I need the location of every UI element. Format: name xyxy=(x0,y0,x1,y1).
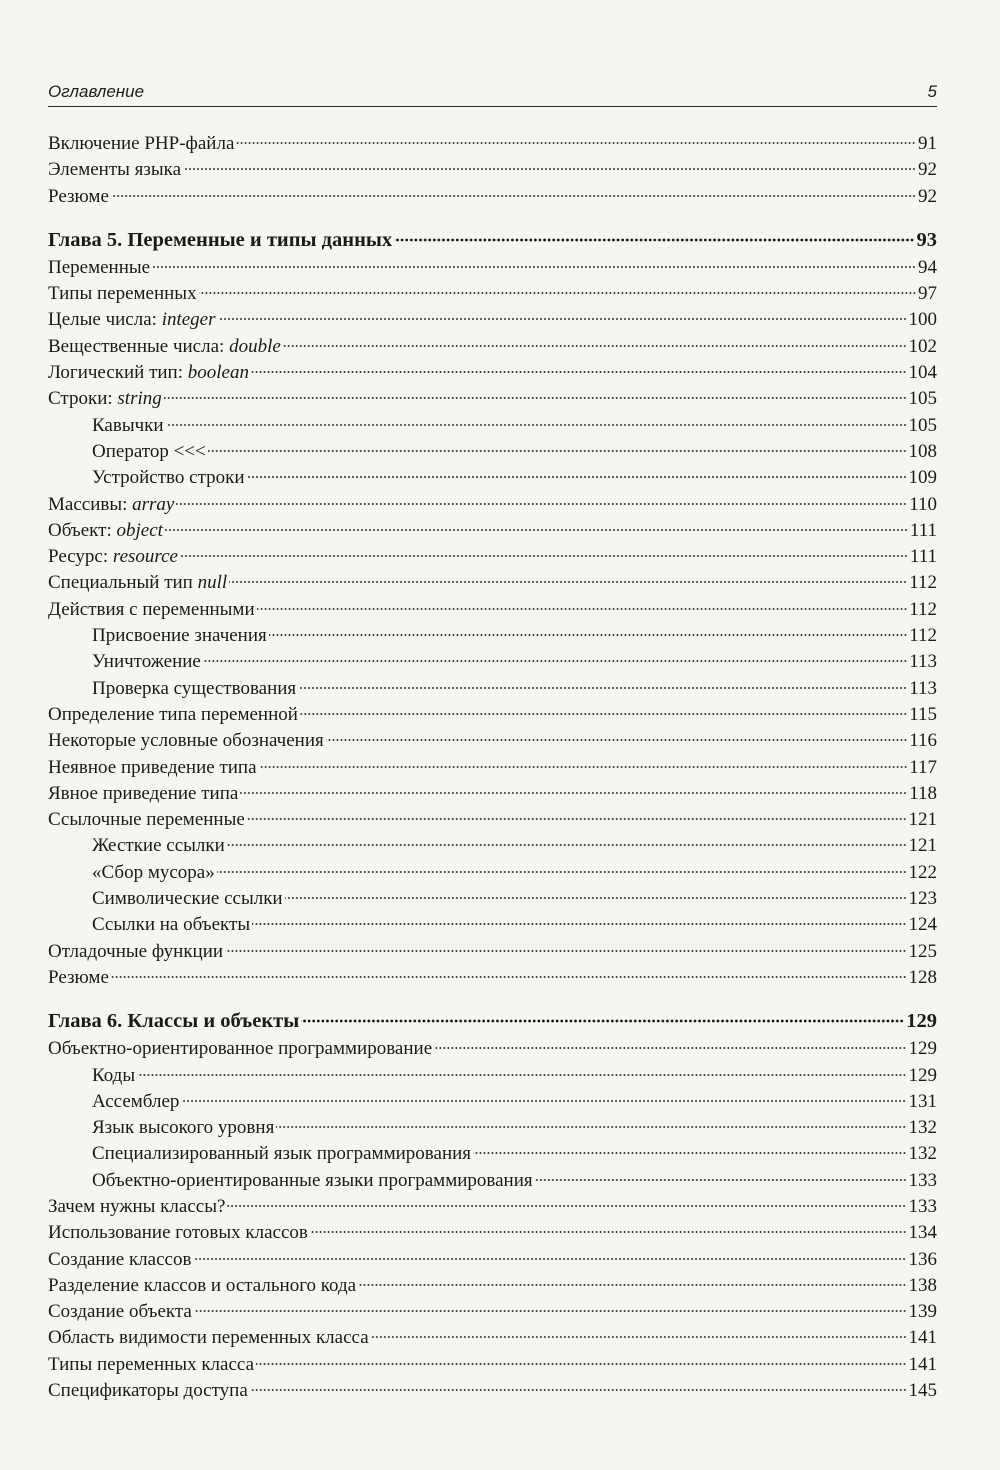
toc-entry-label xyxy=(48,967,109,989)
toc-entry-label xyxy=(48,1196,225,1218)
toc-entry-label xyxy=(48,757,257,779)
toc-entry xyxy=(48,1380,937,1406)
toc-subentry xyxy=(48,1117,937,1143)
dot-leader xyxy=(183,167,916,171)
toc-entry-text: Отладочные функции xyxy=(48,940,224,962)
toc-entry-text: Спецификаторы доступа xyxy=(48,1380,248,1402)
dot-leader xyxy=(164,396,907,400)
toc-subentry xyxy=(48,1143,937,1169)
dot-leader xyxy=(394,238,914,242)
toc-entry xyxy=(48,186,937,212)
toc-subentry xyxy=(48,678,937,704)
toc-page-number: 116 xyxy=(909,730,937,752)
toc-subentry xyxy=(48,888,937,914)
table-of-contents xyxy=(48,133,937,1406)
toc-page-number: 92 xyxy=(918,185,937,207)
toc-subentry xyxy=(48,1170,937,1196)
toc-page-number: 111 xyxy=(909,519,937,541)
toc-page-number: 102 xyxy=(908,335,937,357)
toc-entry-text: Объектно-ориентированное программирование xyxy=(48,1038,433,1060)
toc-entry-label xyxy=(48,283,197,305)
toc-entry xyxy=(48,1196,937,1222)
dot-leader xyxy=(252,922,906,926)
toc-page-number: 112 xyxy=(909,598,937,620)
toc-entry-label xyxy=(48,362,249,384)
toc-entry-label xyxy=(48,704,298,726)
toc-entry-label xyxy=(92,1170,533,1192)
toc-entry-label xyxy=(48,229,392,252)
toc-entry-label xyxy=(48,1010,299,1033)
toc-entry-label xyxy=(48,730,324,752)
toc-entry-label xyxy=(92,1117,274,1139)
toc-page-number: 113 xyxy=(909,677,937,699)
toc-entry-text: Создание классов xyxy=(48,1248,192,1270)
dot-leader xyxy=(199,291,916,295)
toc-entry-text: Вещественные числа: xyxy=(48,335,230,357)
toc-entry-label xyxy=(48,941,223,963)
dot-leader xyxy=(229,580,907,584)
dot-leader xyxy=(247,475,907,479)
running-header xyxy=(48,82,937,107)
toc-entry xyxy=(48,941,937,967)
dot-leader xyxy=(227,1204,906,1208)
toc-page-number: 121 xyxy=(908,809,937,831)
toc-page-number: 117 xyxy=(909,756,937,778)
toc-entry-text: Массивы: xyxy=(48,493,133,515)
toc-entry-text: Резюме xyxy=(48,185,109,207)
toc-entry-label xyxy=(92,467,245,489)
toc-page-number: 132 xyxy=(908,1117,937,1139)
toc-entry-text: Зачем нужны классы? xyxy=(48,1195,226,1217)
toc-page-number: 105 xyxy=(908,388,937,410)
dot-leader xyxy=(257,607,908,611)
toc-page-number: 92 xyxy=(918,159,937,181)
dot-leader xyxy=(535,1178,907,1182)
toc-subentry xyxy=(48,862,937,888)
toc-entry-term: array xyxy=(132,493,175,515)
toc-entry-text: Резюме xyxy=(48,966,109,988)
dot-leader xyxy=(236,141,916,145)
toc-entry-text: Целые числа: xyxy=(48,309,162,331)
toc-entry-text: Создание объекта xyxy=(48,1301,192,1323)
toc-page-number: 93 xyxy=(916,228,937,251)
dot-leader xyxy=(111,975,907,979)
toc-entry-term: resource xyxy=(112,546,178,568)
toc-entry-text: Неявное приведение типа xyxy=(48,756,257,778)
toc-entry xyxy=(48,1354,937,1380)
toc-entry xyxy=(48,257,937,283)
toc-page-number: 134 xyxy=(908,1222,937,1244)
toc-entry-text: Язык высокого уровня xyxy=(92,1117,275,1139)
toc-entry-text: Жесткие ссылки xyxy=(92,835,225,857)
toc-page-number: 97 xyxy=(918,283,937,305)
toc-page-number: 121 xyxy=(908,835,937,857)
toc-page-number: 112 xyxy=(909,572,937,594)
toc-page-number: 141 xyxy=(908,1327,937,1349)
toc-page-number: 129 xyxy=(908,1064,937,1086)
toc-page-number: 132 xyxy=(908,1143,937,1165)
toc-entry-label xyxy=(48,1380,248,1402)
toc-entry-label xyxy=(92,888,283,910)
toc-entry-text: Разделение классов и остального кода xyxy=(48,1274,357,1296)
dot-leader xyxy=(193,1257,906,1261)
toc-subentry xyxy=(48,651,937,677)
toc-entry-text: Логический тип: xyxy=(48,362,188,384)
toc-page-number: 122 xyxy=(908,861,937,883)
toc-entry-text: Типы переменных класса xyxy=(48,1353,255,1375)
dot-leader xyxy=(301,1019,904,1023)
dot-leader xyxy=(176,502,907,506)
toc-entry-label xyxy=(92,914,250,936)
toc-entry-label xyxy=(92,1143,471,1165)
toc-entry xyxy=(48,1275,937,1301)
toc-entry-text: Элементы языка xyxy=(48,159,182,181)
toc-subentry xyxy=(48,835,937,861)
toc-entry-label xyxy=(48,494,174,516)
toc-entry-text: Коды xyxy=(92,1064,136,1086)
dot-leader xyxy=(251,370,907,374)
toc-entry-text: Некоторые условные обозначения xyxy=(48,730,324,752)
toc-page-number: 123 xyxy=(908,888,937,910)
toc-entry-label xyxy=(48,572,227,594)
toc-page-number: 125 xyxy=(908,940,937,962)
toc-entry-text: Ресурс: xyxy=(48,546,113,568)
toc-entry-text: Действия с переменными xyxy=(48,598,255,620)
toc-entry-label xyxy=(48,336,281,358)
toc-subentry xyxy=(48,415,937,441)
toc-page-number: 110 xyxy=(909,493,937,515)
dot-leader xyxy=(250,1388,907,1392)
toc-entry xyxy=(48,494,937,520)
toc-entry-text: Уничтожение xyxy=(92,651,201,673)
toc-page-number: 91 xyxy=(918,133,937,154)
toc-entry-text: Переменные xyxy=(48,256,151,278)
toc-entry-text: Специализированный язык программирования xyxy=(92,1143,472,1165)
dot-leader xyxy=(203,659,907,663)
toc-subentry xyxy=(48,441,937,467)
toc-page-number: 131 xyxy=(908,1090,937,1112)
header-title: Оглавление xyxy=(48,82,145,101)
dot-leader xyxy=(165,528,908,532)
toc-page-number: 124 xyxy=(908,914,937,936)
toc-page-number: 145 xyxy=(908,1380,937,1402)
toc-entry xyxy=(48,1038,937,1064)
toc-entry-label xyxy=(48,388,162,410)
toc-entry-text: Строки: xyxy=(48,388,118,410)
toc-entry-label xyxy=(92,835,225,857)
toc-entry-text: Использование готовых классов xyxy=(48,1222,308,1244)
toc-page-number: 113 xyxy=(909,651,937,673)
toc-page-number: 112 xyxy=(909,625,937,647)
toc-entry-term: integer xyxy=(161,309,216,331)
toc-entry xyxy=(48,967,937,993)
dot-leader xyxy=(300,712,907,716)
toc-entry-text: Объектно-ориентированные языки программирования xyxy=(92,1169,533,1191)
toc-page-number: 104 xyxy=(908,362,937,384)
toc-entry xyxy=(48,704,937,730)
toc-entry xyxy=(48,783,937,809)
dot-leader xyxy=(137,1073,906,1077)
toc-page-number: 136 xyxy=(908,1248,937,1270)
toc-entry-label xyxy=(48,809,245,831)
toc-entry-label xyxy=(48,186,109,208)
toc-entry xyxy=(48,757,937,783)
dot-leader xyxy=(283,344,907,348)
toc-entry-text: Присвоение значения xyxy=(92,625,267,647)
toc-subentry xyxy=(48,1065,937,1091)
toc-entry-text: Специальный тип xyxy=(48,572,198,594)
toc-entry-text: Ассемблер xyxy=(92,1090,180,1112)
toc-entry-label xyxy=(48,1354,254,1376)
toc-page-number: 111 xyxy=(909,546,937,568)
toc-entry xyxy=(48,520,937,546)
toc-entry-label xyxy=(48,546,178,568)
toc-entry xyxy=(48,159,937,185)
toc-page-number: 139 xyxy=(908,1301,937,1323)
dot-leader xyxy=(218,317,907,321)
dot-leader xyxy=(180,554,908,558)
toc-entry-text: Глава 5. Переменные и типы данных xyxy=(48,228,393,251)
toc-page-number: 129 xyxy=(906,1010,937,1033)
toc-entry xyxy=(48,599,937,625)
toc-entry-text: Символические ссылки xyxy=(92,888,283,910)
toc-entry-label xyxy=(48,159,181,181)
dot-leader xyxy=(247,817,907,821)
dot-leader xyxy=(217,870,907,874)
toc-subentry xyxy=(48,914,937,940)
toc-subentry xyxy=(48,1091,937,1117)
toc-entry xyxy=(48,572,937,598)
toc-entry-text: Объект: xyxy=(48,519,117,541)
toc-entry-label xyxy=(48,520,163,542)
toc-entry-label xyxy=(48,309,216,331)
toc-page-number: 133 xyxy=(908,1195,937,1217)
toc-entry-text: Глава 6. Классы и объекты xyxy=(48,1010,300,1033)
toc-entry-term: double xyxy=(229,335,281,357)
toc-subentry xyxy=(48,625,937,651)
dot-leader xyxy=(371,1335,907,1339)
toc-page-number: 133 xyxy=(908,1169,937,1191)
dot-leader xyxy=(225,949,906,953)
toc-entry-label xyxy=(48,1275,356,1297)
toc-entry-label xyxy=(48,1301,192,1323)
toc-chapter-entry xyxy=(48,1010,937,1038)
toc-entry-label xyxy=(92,678,296,700)
toc-entry xyxy=(48,133,937,159)
dot-leader xyxy=(152,265,916,269)
toc-entry-label xyxy=(48,257,150,279)
toc-entry xyxy=(48,546,937,572)
toc-page-number: 129 xyxy=(908,1038,937,1060)
dot-leader xyxy=(326,738,907,742)
toc-entry-label xyxy=(92,1065,135,1087)
toc-entry-text: Проверка существования xyxy=(92,677,297,699)
toc-entry-label xyxy=(48,1327,369,1349)
dot-leader xyxy=(276,1125,906,1129)
toc-entry-text: Ссылочные переменные xyxy=(48,809,245,831)
toc-page-number: 138 xyxy=(908,1274,937,1296)
toc-entry-text: Ссылки на объекты xyxy=(92,914,251,936)
toc-subentry xyxy=(48,467,937,493)
dot-leader xyxy=(434,1046,906,1050)
toc-entry xyxy=(48,1301,937,1327)
toc-entry-label xyxy=(92,415,164,437)
dot-leader xyxy=(166,423,907,427)
dot-leader xyxy=(358,1283,906,1287)
toc-entry-label xyxy=(92,651,201,673)
toc-entry xyxy=(48,1222,937,1248)
toc-page-number: 109 xyxy=(908,467,937,489)
toc-entry xyxy=(48,388,937,414)
toc-entry xyxy=(48,809,937,835)
toc-page-number: 94 xyxy=(918,256,937,278)
toc-page-number: 141 xyxy=(908,1353,937,1375)
toc-page-number: 118 xyxy=(909,782,937,804)
toc-page-number: 115 xyxy=(909,703,937,725)
toc-entry xyxy=(48,283,937,309)
toc-entry-text: Определение типа переменной xyxy=(48,703,298,725)
toc-entry-label xyxy=(92,862,215,884)
toc-entry xyxy=(48,730,937,756)
toc-entry xyxy=(48,1327,937,1353)
toc-entry-term: string xyxy=(117,388,162,410)
toc-entry-text: Оператор <<< xyxy=(92,440,206,462)
dot-leader xyxy=(227,843,907,847)
dot-leader xyxy=(256,1362,906,1366)
toc-entry-text: Область видимости переменных класса xyxy=(48,1327,369,1349)
dot-leader xyxy=(269,633,907,637)
toc-entry-label xyxy=(48,1249,191,1271)
toc-entry-text: Кавычки xyxy=(92,414,164,436)
dot-leader xyxy=(259,765,908,769)
toc-entry-term: object xyxy=(116,519,163,541)
dot-leader xyxy=(310,1230,907,1234)
toc-entry-text: Типы переменных xyxy=(48,283,197,305)
dot-leader xyxy=(208,449,907,453)
toc-entry-label xyxy=(48,133,234,155)
dot-leader xyxy=(181,1099,906,1103)
toc-page-number: 100 xyxy=(908,309,937,331)
header-page-number: 5 xyxy=(927,82,937,101)
toc-entry-label xyxy=(48,783,238,805)
toc-entry-label xyxy=(48,599,255,621)
toc-entry-label xyxy=(92,625,267,647)
toc-entry-text: Включение PHP-файла xyxy=(48,133,235,154)
dot-leader xyxy=(240,791,907,795)
toc-entry xyxy=(48,1249,937,1275)
toc-entry-label xyxy=(92,1091,179,1113)
toc-chapter-entry xyxy=(48,229,937,257)
dot-leader xyxy=(298,686,907,690)
toc-entry-term: boolean xyxy=(187,362,249,384)
toc-page-number: 108 xyxy=(908,440,937,462)
toc-entry-label xyxy=(48,1222,308,1244)
toc-entry-text: Устройство строки xyxy=(92,467,245,489)
toc-entry xyxy=(48,309,937,335)
toc-entry-text: Явное приведение типа xyxy=(48,782,239,804)
toc-entry xyxy=(48,362,937,388)
toc-entry-term: null xyxy=(197,572,228,594)
toc-entry-label xyxy=(48,1038,432,1060)
toc-entry xyxy=(48,336,937,362)
dot-leader xyxy=(194,1309,907,1313)
dot-leader xyxy=(111,194,916,198)
toc-entry-text: «Сбор мусора» xyxy=(92,861,215,883)
toc-page-number: 128 xyxy=(908,966,937,988)
toc-page-number: 105 xyxy=(908,414,937,436)
toc-entry-label xyxy=(92,441,206,463)
dot-leader xyxy=(285,896,907,900)
dot-leader xyxy=(473,1151,906,1155)
